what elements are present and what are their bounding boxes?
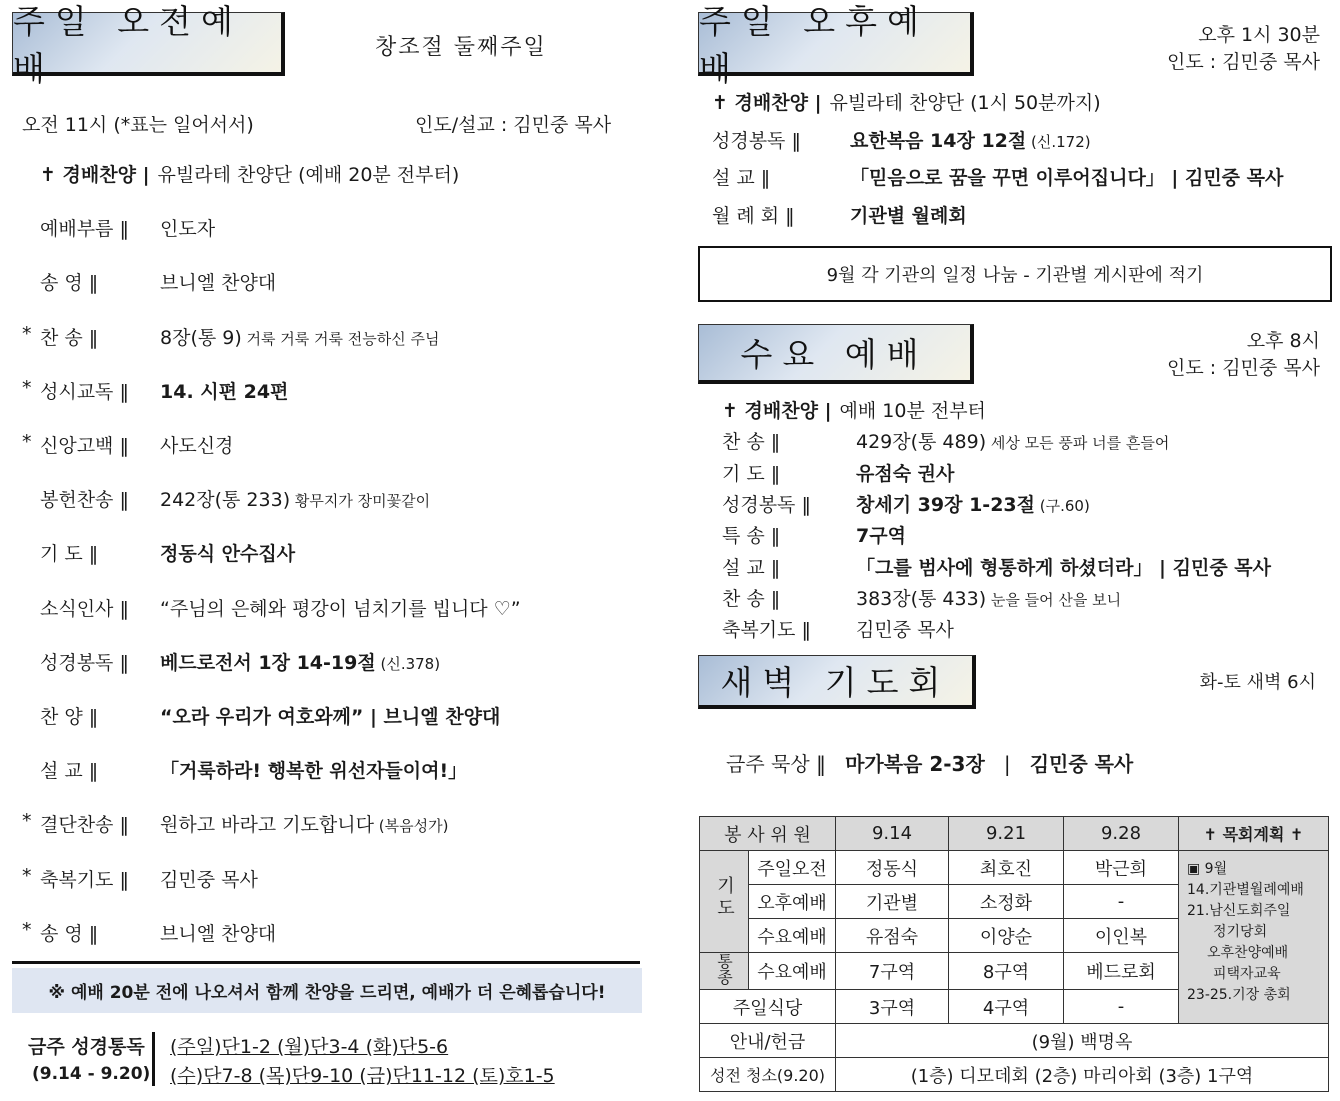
- morning-service-title: 주일 오전예배: [12, 12, 285, 76]
- afternoon-leader: 인도 : 김민중 목사: [1167, 51, 1320, 73]
- item-value: 김민중 목사: [160, 868, 258, 891]
- item-label: 설 교 ‖: [712, 167, 771, 189]
- group-prayer-cell: [700, 851, 749, 953]
- standing-mark: *: [22, 376, 32, 399]
- item-note: (구.60): [1035, 496, 1090, 515]
- group-label: 기도: [714, 876, 735, 920]
- table-cell: 8구역: [949, 953, 1064, 990]
- morning-item: [40, 648, 440, 675]
- item-value: 429장(통 489): [856, 431, 987, 454]
- item-label: 성경봉독 ‖: [712, 129, 801, 152]
- item-note: 거룩 거룩 거룩 전능하신 주님: [241, 329, 440, 348]
- dawn-line-value: 마가복음 2-3장: [845, 752, 985, 776]
- table-cell: 이인복: [1064, 919, 1179, 953]
- morning-item: [22, 376, 289, 404]
- item-label: 월 례 회 ‖: [712, 204, 795, 227]
- item-label: 찬 송 ‖: [722, 587, 781, 610]
- item-note: 황무지가 장미꽃같이: [290, 492, 431, 511]
- guide-value-cell: (9월) 백명옥: [836, 1024, 1329, 1058]
- morning-item: [22, 864, 258, 892]
- item-label: 결단찬송 ‖: [40, 814, 129, 837]
- plan-line: 피택자교육: [1213, 966, 1281, 982]
- table-header-cell: ✝ 목회계획 ✝: [1179, 817, 1329, 851]
- table-cell: 최호진: [949, 851, 1064, 885]
- item-value: 베드로전서 1장 14-19절: [160, 651, 376, 674]
- item-label: 설 교 ‖: [40, 760, 99, 783]
- morning-item: [40, 268, 276, 295]
- item-note: (신.378): [375, 654, 441, 673]
- afternoon-item: [712, 126, 1091, 153]
- group-label: 통종: [714, 953, 734, 985]
- item-value: 「그를 범사에 형통하게 하셨더라」 | 김민중 목사: [856, 556, 1272, 579]
- standing-mark: *: [22, 322, 32, 345]
- item-value: 창세기 39장 1-23절: [856, 493, 1035, 516]
- plan-line: ▣ 9월: [1187, 861, 1228, 877]
- wednesday-service-title: 수요 예배: [698, 324, 974, 384]
- item-value: 7구역: [856, 525, 906, 548]
- table-cell: -: [1064, 990, 1179, 1024]
- item-label: 축복기도 ‖: [722, 619, 811, 642]
- wednesday-item: [722, 459, 954, 486]
- wednesday-item: [722, 396, 986, 423]
- morning-item: [40, 594, 521, 621]
- morning-item: [40, 756, 467, 783]
- afternoon-time: 오후 1시 30분: [1198, 24, 1320, 46]
- table-cell: 박근희: [1064, 851, 1179, 885]
- item-label: 특 송 ‖: [722, 525, 781, 548]
- table-cell: 유점숙: [836, 919, 949, 953]
- item-note: (신.172): [1026, 132, 1091, 151]
- table-cell: 소정화: [949, 885, 1064, 919]
- group-transport-cell: [700, 953, 749, 990]
- table-header-cell: 봉 사 위 원: [700, 817, 836, 851]
- table-cell: -: [1064, 885, 1179, 919]
- wednesday-item: [722, 615, 954, 642]
- dawn-line: [726, 748, 1133, 777]
- wednesday-item: [722, 521, 906, 548]
- clean-label-cell: 성전 청소(9.20): [700, 1058, 836, 1092]
- standing-mark: *: [22, 918, 32, 941]
- morning-notice: ※ 예배 20분 전에 나오셔서 함께 찬양을 드리면, 예배가 더 은혜롭습니다!: [12, 968, 642, 1013]
- item-label: 설 교 ‖: [722, 556, 781, 579]
- item-value: 사도신경: [160, 435, 234, 457]
- wednesday-item: [722, 553, 1271, 580]
- dawn-line-leader: 김민중 목사: [1029, 752, 1134, 776]
- morning-time: 오전 11시 (*표는 일어서서): [22, 114, 254, 136]
- afternoon-item: [712, 201, 967, 228]
- item-label: 신앙고백 ‖: [40, 435, 129, 457]
- guide-label-cell: 안내/헌금: [700, 1024, 836, 1058]
- afternoon-notice: 9월 각 기관의 일정 나눔 - 기관별 게시판에 적기: [698, 246, 1332, 302]
- dawn-prayer-title: 새벽 기도회: [698, 655, 976, 709]
- item-value: 인도자: [160, 218, 216, 241]
- table-cell: 이양순: [949, 919, 1064, 953]
- morning-item: [40, 160, 459, 187]
- item-value: 유점숙 권사: [856, 462, 955, 485]
- item-value: 예배 10분 전부터: [839, 400, 986, 422]
- item-label: ✝ 경배찬양 |: [712, 92, 822, 114]
- morning-item: [40, 214, 215, 241]
- item-label: 예배부름 ‖: [40, 218, 129, 241]
- plan-line: 14.기관별월례예배: [1187, 882, 1304, 898]
- item-label: 성경봉독 ‖: [40, 651, 129, 674]
- reading-divider: [152, 1032, 155, 1086]
- clean-value-cell: (1층) 디모데회 (2층) 마리아회 (3층) 1구역: [836, 1058, 1329, 1092]
- item-label: 기 도 ‖: [722, 462, 781, 485]
- dawn-line-label: 금주 묵상 ‖: [726, 752, 826, 776]
- morning-item: [22, 810, 449, 837]
- item-label: 축복기도 ‖: [40, 868, 129, 891]
- standing-mark: *: [22, 431, 32, 453]
- table-cell: 4구역: [949, 990, 1064, 1024]
- item-label: 찬 양 ‖: [40, 706, 99, 728]
- item-value: “오라 우리가 여호와께” | 브니엘 찬양대: [160, 706, 501, 728]
- table-cell: 3구역: [836, 990, 949, 1024]
- item-label: 성경봉독 ‖: [722, 493, 811, 516]
- wednesday-time: 오후 8시: [1246, 330, 1320, 352]
- item-value: 정동식 안수집사: [160, 543, 296, 566]
- item-value: 요한복음 14장 12절: [850, 129, 1027, 152]
- item-value: 유빌라테 찬양단 (예배 20분 전부터): [157, 164, 460, 186]
- service-table: [699, 816, 1329, 1092]
- item-label: 찬 송 ‖: [40, 326, 99, 349]
- item-value: 242장(통 233): [160, 489, 291, 512]
- morning-leader: 인도/설교 : 김민중 목사: [415, 114, 612, 136]
- afternoon-service-title: 주일 오후예배: [698, 12, 974, 76]
- wednesday-item: [722, 490, 1090, 517]
- table-cell: 7구역: [836, 953, 949, 990]
- item-label: ✝ 경배찬양 |: [40, 164, 150, 186]
- item-value: 8장(통 9): [160, 326, 242, 349]
- morning-item: [22, 918, 277, 946]
- item-value: 김민중 목사: [856, 619, 954, 642]
- wednesday-item: [722, 584, 1121, 611]
- reading-line-2: (수)단7-8 (목)단9-10 (금)단11-12 (토)호1-5: [170, 1065, 555, 1087]
- item-note: 세상 모든 풍파 너를 흔들어: [986, 434, 1170, 453]
- reading-line-1: (주일)단1-2 (월)단3-4 (화)단5-6: [170, 1036, 449, 1058]
- divider-line: [12, 961, 640, 964]
- item-value: 원하고 바라고 기도합니다: [160, 814, 374, 837]
- dawn-time: 화-토 새벽 6시: [1199, 672, 1316, 693]
- table-cell: 베드로회: [1064, 953, 1179, 990]
- item-value: 브니엘 찬양대: [160, 272, 277, 295]
- wednesday-item: [722, 427, 1169, 454]
- plan-line: 23-25.기장 총회: [1187, 987, 1291, 1003]
- item-label: 성시교독 ‖: [40, 380, 129, 403]
- reading-title: 금주 성경통독: [28, 1036, 145, 1058]
- table-header-cell: 9.21: [949, 817, 1064, 851]
- plan-line: 21.남신도회주일: [1187, 903, 1291, 919]
- morning-item: [22, 322, 440, 350]
- item-note: 눈을 들어 산을 보니: [986, 590, 1122, 609]
- item-value: 기관별 월례회: [850, 204, 967, 227]
- table-cell: 정동식: [836, 851, 949, 885]
- table-row-label: 주일식당: [700, 990, 836, 1024]
- table-header-cell: 9.28: [1064, 817, 1179, 851]
- item-value: 「거룩하라! 행복한 위선자들이여!」: [160, 760, 468, 783]
- morning-item: [40, 485, 430, 512]
- afternoon-item: [712, 163, 1283, 190]
- reading-dates: (9.14 - 9.20): [32, 1064, 151, 1084]
- item-value: “주님의 은혜와 평강이 넘치기를 빕니다 ♡”: [160, 597, 521, 620]
- table-header-cell: 9.14: [836, 817, 949, 851]
- item-value: 383장(통 433): [856, 587, 987, 610]
- item-label: 송 영 ‖: [40, 272, 99, 295]
- morning-subtitle: 창조절 둘째주일: [375, 35, 547, 60]
- table-row-label: 오후예배: [749, 885, 836, 919]
- item-label: 봉헌찬송 ‖: [40, 489, 129, 512]
- morning-item: [40, 539, 295, 566]
- table-cell: 기관별: [836, 885, 949, 919]
- morning-item: [22, 431, 234, 458]
- wednesday-leader: 인도 : 김민중 목사: [1167, 357, 1320, 379]
- morning-item: [40, 702, 500, 729]
- item-value: 브니엘 찬양대: [160, 922, 277, 945]
- table-row-label: 주일오전: [749, 851, 836, 885]
- plan-line: 정기당회: [1213, 924, 1268, 940]
- standing-mark: *: [22, 864, 32, 887]
- item-label: 송 영 ‖: [40, 922, 99, 945]
- standing-mark: *: [22, 810, 32, 833]
- item-label: ✝ 경배찬양 |: [722, 400, 832, 422]
- table-row-label: 수요예배: [749, 953, 836, 990]
- plan-cell: [1179, 851, 1329, 1024]
- table-row-label: 수요예배: [749, 919, 836, 953]
- item-value: 14. 시편 24편: [160, 380, 289, 403]
- item-value: 유빌라테 찬양단 (1시 50분까지): [829, 92, 1101, 114]
- item-value: 「믿음으로 꿈을 꾸면 이루어집니다」 | 김민중 목사: [850, 167, 1284, 189]
- item-label: 기 도 ‖: [40, 543, 99, 566]
- item-label: 찬 송 ‖: [722, 431, 781, 454]
- afternoon-item: [712, 88, 1101, 115]
- plan-line: 오후찬양예배: [1207, 945, 1289, 961]
- item-note: (복음성가): [373, 817, 449, 836]
- item-label: 소식인사 ‖: [40, 597, 129, 620]
- dawn-line-sep: |: [1003, 752, 1011, 776]
